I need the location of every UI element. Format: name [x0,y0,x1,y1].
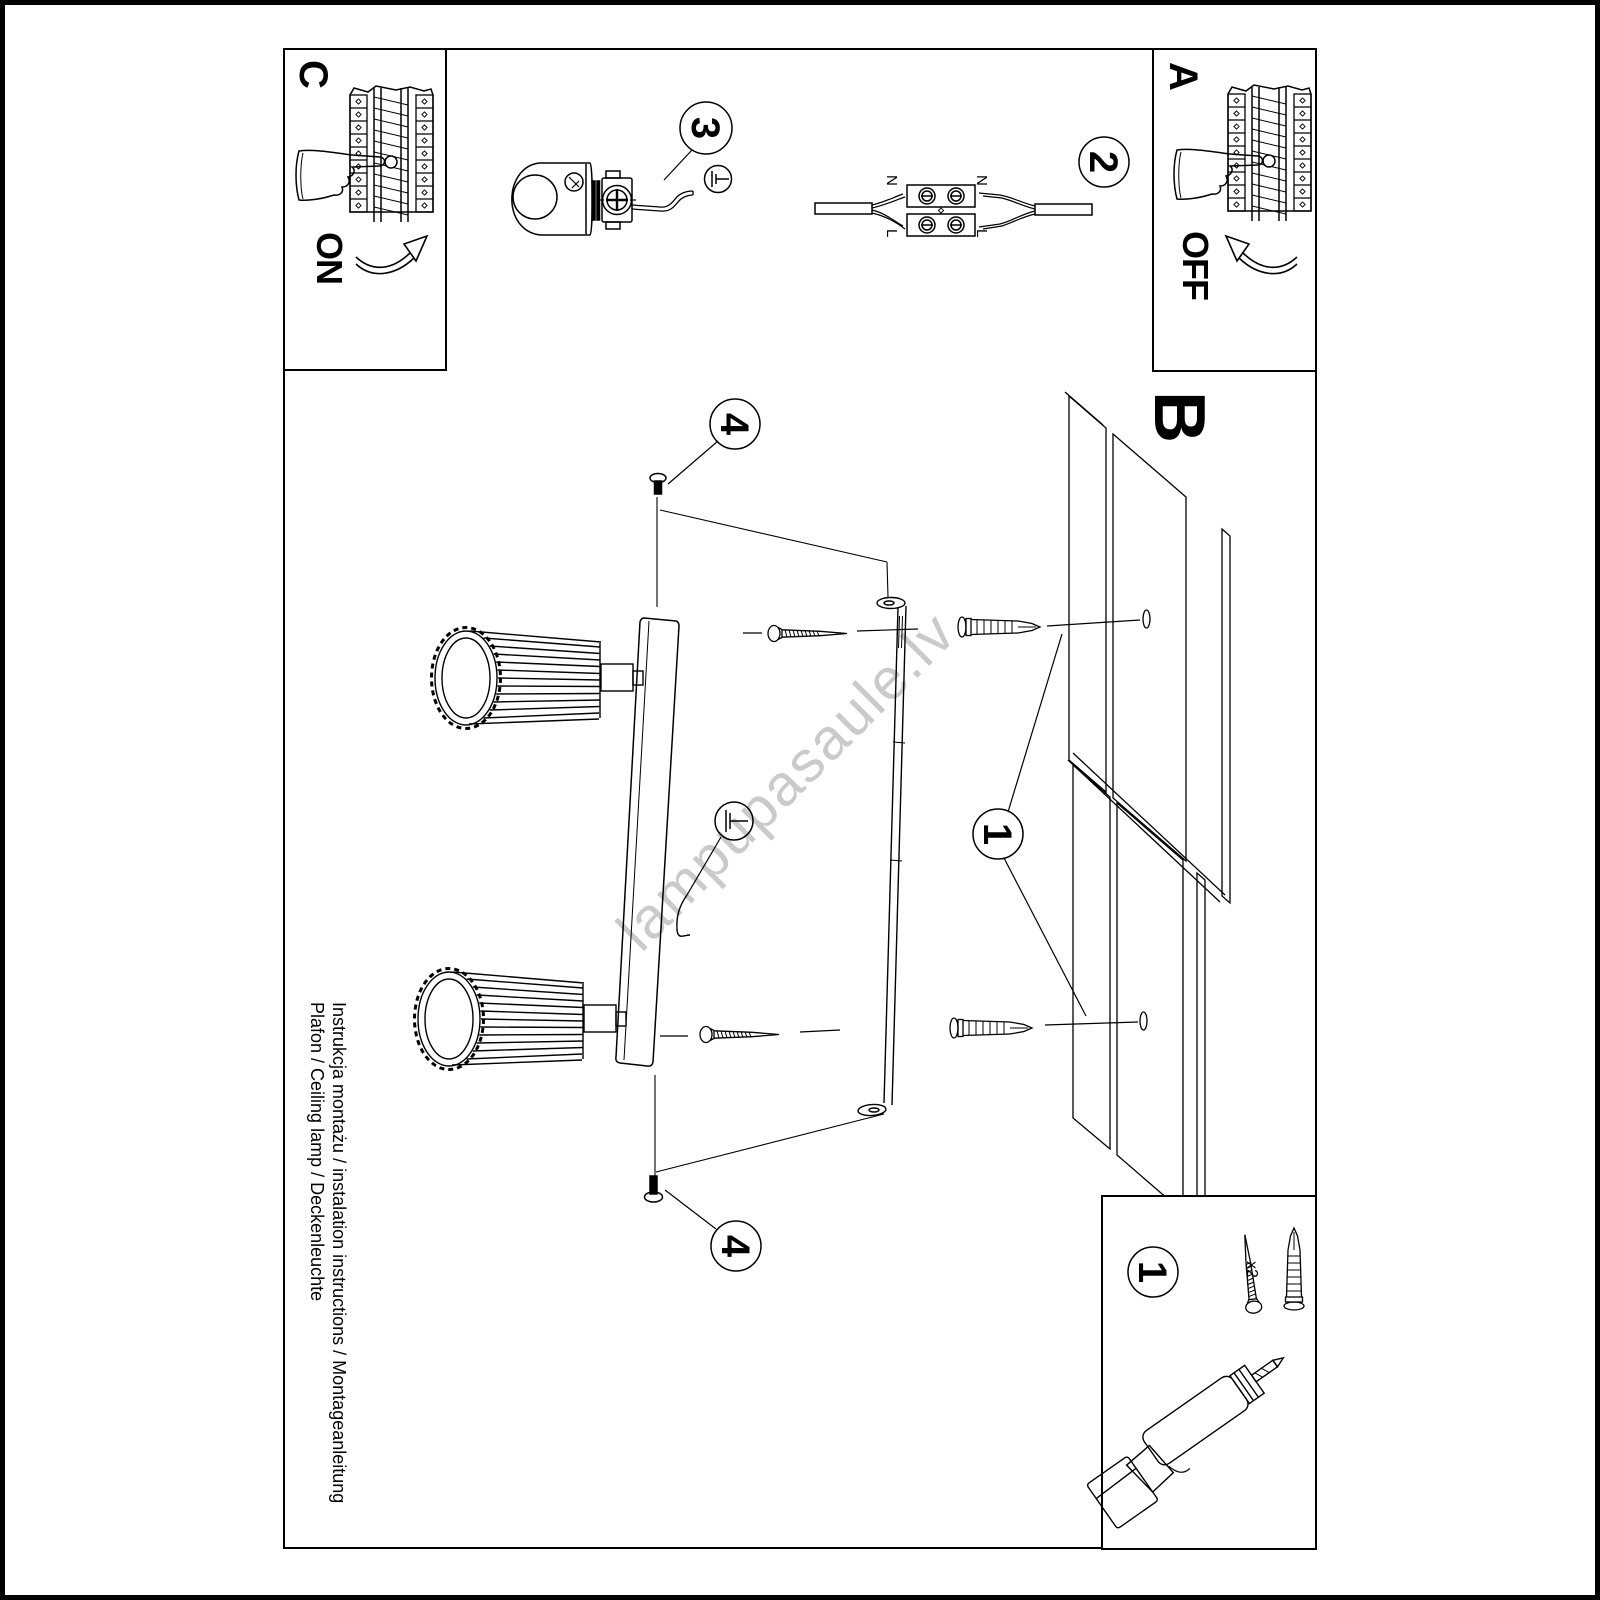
step-3-badge: 3 [683,116,727,140]
parts-box [1081,1196,1316,1549]
panel-c-state: ON [309,232,350,284]
step-2-badge: 2 [1081,150,1125,174]
step-1-badge: 1 [975,822,1019,846]
footer-title-line1: Instrukcja montażu / instalation instructions / Montageanleitung [329,1002,349,1504]
footer-title-line2: Plafon / Ceiling lamp / Deckenleuchte [307,1002,327,1302]
label-neutral-left: N [883,175,900,186]
parts-badge: 1 [1130,1260,1174,1284]
panel-a-state: OFF [1175,231,1216,300]
section-b-label: B [1139,391,1219,443]
panel-a-label: A [1161,62,1205,91]
watermark: lampupasaule.lv [604,599,968,963]
panel-c-label: C [291,60,335,89]
step-4-badge: 4 [712,412,756,436]
label-live-left: L [883,229,900,238]
label-neutral-right: N [973,175,990,186]
label-live-right: L [973,229,990,238]
step-4-badge: 4 [713,1234,757,1258]
parts-quantity: x2 [1243,1261,1260,1278]
